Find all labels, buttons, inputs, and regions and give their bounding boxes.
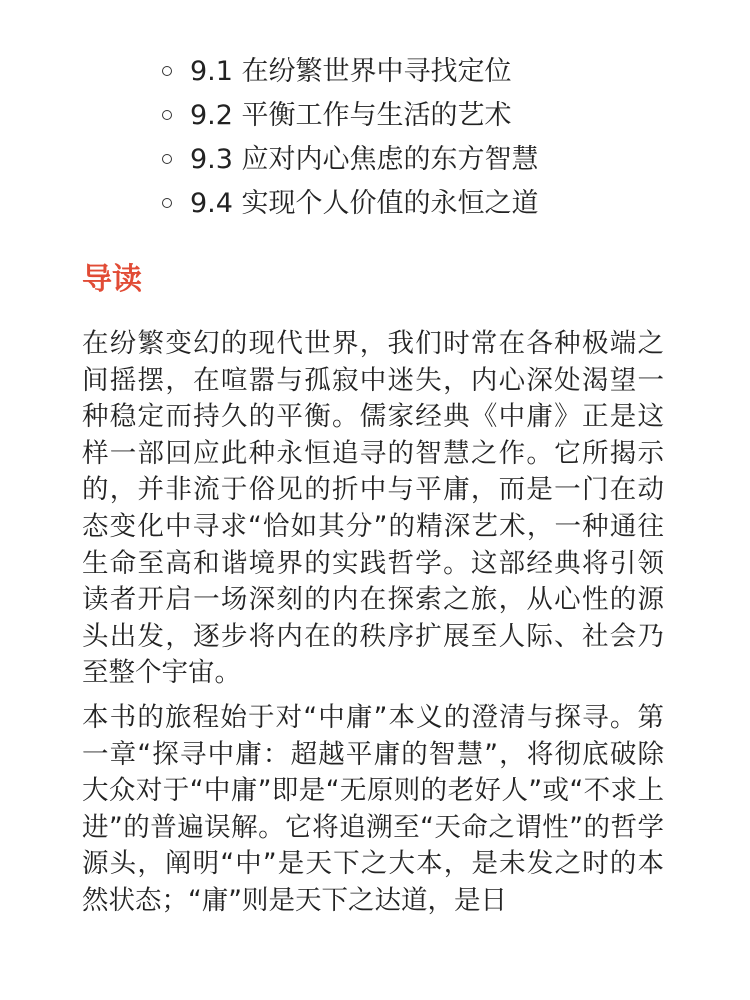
toc-item-label: 9.1 在纷繁世界中寻找定位 bbox=[190, 56, 512, 87]
hollow-circle-bullet-icon bbox=[162, 66, 172, 76]
body-paragraph: 本书的旅程始于对“中庸”本义的澄清与探寻。第一章“探寻中庸：超越平庸的智慧”，将彻底破除大众对于“中庸”即是“无原则的老好人”或“不求上进”的普遍误解。它将追溯至“天命之谓性”的哲学源头，阐明“中”是天下之大本，是未发之时的本然状态；“庸”则是天下之达道，是日 bbox=[82, 701, 664, 916]
toc-item-label: 9.3 应对内心焦虑的东方智慧 bbox=[190, 144, 539, 175]
hollow-circle-bullet-icon bbox=[162, 110, 172, 120]
toc-item[interactable] bbox=[162, 94, 664, 138]
toc-item[interactable] bbox=[162, 182, 664, 226]
section-heading: 导读 bbox=[82, 262, 142, 297]
toc-item-label: 9.4 实现个人价值的永恒之道 bbox=[190, 188, 539, 219]
hollow-circle-bullet-icon bbox=[162, 154, 172, 164]
hollow-circle-bullet-icon bbox=[162, 198, 172, 208]
toc-item-label: 9.2 平衡工作与生活的艺术 bbox=[190, 100, 512, 131]
body-paragraph: 在纷繁变幻的现代世界，我们时常在各种极端之间摇摆，在喧嚣与孤寂中迷失，内心深处渴望一种稳定而持久的平衡。儒家经典《中庸》正是这样一部回应此种永恒追寻的智慧之作。它所揭示的，并非流于俗见的折中与平庸，而是一门在动态变化中寻求“恰如其分”的精深艺术，一种通往生命至高和谐境界的实践哲学。这部经典将引领读者开启一场深刻的内在探索之旅，从心性的源头出发，逐步将内在的秩序扩展至人际、社会乃至整个宇宙。 bbox=[82, 328, 664, 689]
toc-item[interactable] bbox=[162, 50, 664, 94]
toc-item[interactable] bbox=[162, 138, 664, 182]
table-of-contents bbox=[82, 0, 664, 226]
